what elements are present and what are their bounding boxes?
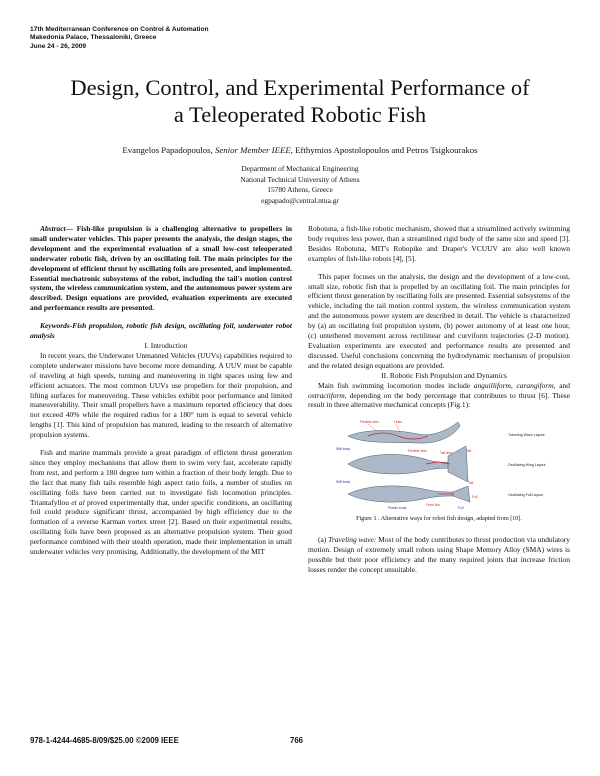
p2-and: and [555,380,570,390]
label-oscillating-foil-layout: Oscillating Foil Layout [508,493,544,498]
label-stiff-body-3: Stiff body [336,480,351,485]
conference-dates: June 24 - 26, 2009 [30,42,87,50]
label-front-link: Front link [426,503,440,508]
right-paragraph-1: This paper focuses on the analysis, the design and the development of a low-cost, small size, robotic fish that is propelled by an oscillating foil. The main principles for efficient thrust generation by oscillating foils are presented. Essential subsystems of the vehicle, including the tail motion control system, the wireless communication system and the autonomous power system are described in detail. The vehicle is characterized by (a) an oscillating foil propulsion system, (b) power autonomy of at least one hour, (c) untethered movement across rectilinear and curviform trajectories (2-D motion). Evaluation experiments are executed and performance results are presented and discussed. Useful conclusions concerning the hydrodynamic mechanism of propulsion and the related design equations are provided. [308,271,570,370]
figure-1-illustration [308,416,570,511]
affiliation [200,164,400,206]
p2-modes-1: anguilliform, carangiform, [473,380,556,390]
affiliation-city: 15780 Athens, Greece [267,185,333,195]
paper-title [40,74,560,128]
p3-part-a: (a) [318,535,329,545]
label-tail: Tail [466,449,472,454]
right-paragraph-2 [308,381,570,411]
intro-p2-part-c: proved experimentally that, under specific conditions, an oscillating foil could produce significant thrust, accompanied by high efficiency due to the formation of a reverse Karman vortex street [2]. Based on their experimental results, oscillating foils have been proposed as an alternative propulsion system. Their good performance combined with their stealth operation, made their implementation in small underwater vehicles very promising. Additionally, the development of the MIT [30,497,292,557]
section-heading-introduction: I. Introduction [144,340,188,350]
intro-paragraph-1: In recent years, the Underwater Unmanned Vehicles (UUVs) capabilities required to complete underwater missions have become more demanding. A UUV must be capable of traveling at high speeds, turning and maneuvering in tight spaces using few and efficient actuators. The most common UUVs use propellers for their propulsion, and lifting surfaces for maneuvering. These vehicles exhibit poor performance and limited maneuverability. Their small propellers have a maximum reported efficiency that does not exceed 40% while the required radius for a 180° turn is equal to several vehicle lengths [1]. This kind of propulsion has matured, leading to the research of alternative propulsion systems. [30,350,292,440]
label-bfoil: Foil [458,506,464,511]
author-list [20,145,580,155]
intro-p2-etal: et al [71,497,85,507]
label-foil: Foil [472,495,478,500]
footer-isbn: 978-1-4244-4685-8/09/$25.00 ©2009 IEEE [30,736,179,745]
figure-1 [308,416,570,511]
label-tail-3: Tail [468,481,474,486]
right-paragraph-3 [308,535,570,575]
conference-header [30,26,209,51]
left-column [30,224,292,557]
affiliation-department: Department of Mechanical Engineering [241,164,359,173]
label-stiff-body: Stiff body [336,447,351,452]
abstract-label: Abstract [40,224,66,233]
label-flexible-skin-2: Flexible skin [408,449,427,454]
title-line-1: Design, Control, and Experimental Performance of [70,75,530,100]
author-lead: Evangelos Papadopoulos, [122,145,215,155]
figure-1-caption: Figure 1 . Alternative ways for robot fish design, adapted from [10]. [356,516,522,523]
p3-part-c: Most of the body contributes to thrust production via undulatory motion. Design of extremely small robots using Shape Memory Alloy (SMA) wires is possible but their poor efficiency and the many required joints that increase friction losses render the concept unsuitable. [308,535,570,574]
title-line-2: a Teleoperated Robotic Fish [173,102,427,127]
conference-venue: Makedonia Palace, Thessaloniki, Greece [30,34,157,42]
p2-modes-2: ostraciiform [308,390,345,400]
label-oscillating-wing-layout: Oscillating Wing Layout [508,463,546,468]
keywords: Keywords-Fish propulsion, robotic fish design, oscillating foil, underwater robot analysis [30,321,292,341]
p3-traveling-wave: Traveling wave: [328,535,377,545]
fig-row-oscillating-wing [336,446,546,485]
right-column [308,224,570,575]
label-links: Links [394,420,402,425]
right-paragraph-0: Robotuna, a fish-like robotic mechanism, showed that a streamlined actively swimming body requires less power, than a streamlined rigid body of the same size and speed [3]. Besides Robotuna, MIT's Robopike and Draper's VCUUV are also well known examples of fish-like robots [4], [5]. [308,224,570,263]
fig-row-oscillating-foil [336,480,543,510]
label-plastic-body: Plastic body [388,506,407,511]
label-traveling-wave-layout: Traveling Wave Layout [508,433,545,438]
fig-row-traveling-wave [348,420,545,443]
affiliation-university: National Technical University of Athens [240,174,360,184]
p2-part-a: Main fish swimming locomotion modes include [318,380,474,390]
page-number: 766 [290,736,304,745]
author-membership: Senior Member IEEE [214,145,291,155]
label-flexible-skin: Flexible skin [360,420,379,425]
author-rest: , Efthymios Apostolopoulos and Petros Tsigkourakos [290,145,478,155]
label-tail-links: Tail links [440,451,453,456]
abstract-text: — Fish-like propulsion is a challenging alternative to propellers in small underwater vehicles. This paper presents the analysis, the design stages, the development and the experimental evaluation of a small low-cost teleoperated underwater robotic fish, driven by an oscillating foil. The main principles for the development of efficient thrust by oscillating foils are presented, and implemented. Essential mechatronic subsystems of the robot, including the tail's motion control system, the wireless communication system, and the autonomous power system are described. Design equations are provided, evaluation experiments are executed and performance results are presented. [30,224,292,313]
intro-paragraph-2 [30,448,292,557]
intro-p2-part-a: Fish and marine mammals provide a great paradigm of efficient thrust generation since they employ mechanisms that allow them to swim very fast, accelerate rapidly from rest, and perform a 180 degree turn within a fraction of their body length. Due to the fact that many fish tails resemble high aspect ratio foils, a number of studies on oscillating foils have been carried out to investigate fish locomotion principles. Triantafyllou [30,448,292,507]
p2-part-e: , depending on the body percentage that contributes to thrust [6]. These result in three alternative mechanical concepts (Fig.1): [308,390,570,410]
section-heading-propulsion: II. Robotic Fish Propulsion and Dynamics [381,370,507,380]
conference-name: 17th Mediterranean Conference on Control & Automation [30,26,209,33]
affiliation-email: egpapado@central.ntua.gr [261,195,339,205]
abstract [30,224,292,313]
